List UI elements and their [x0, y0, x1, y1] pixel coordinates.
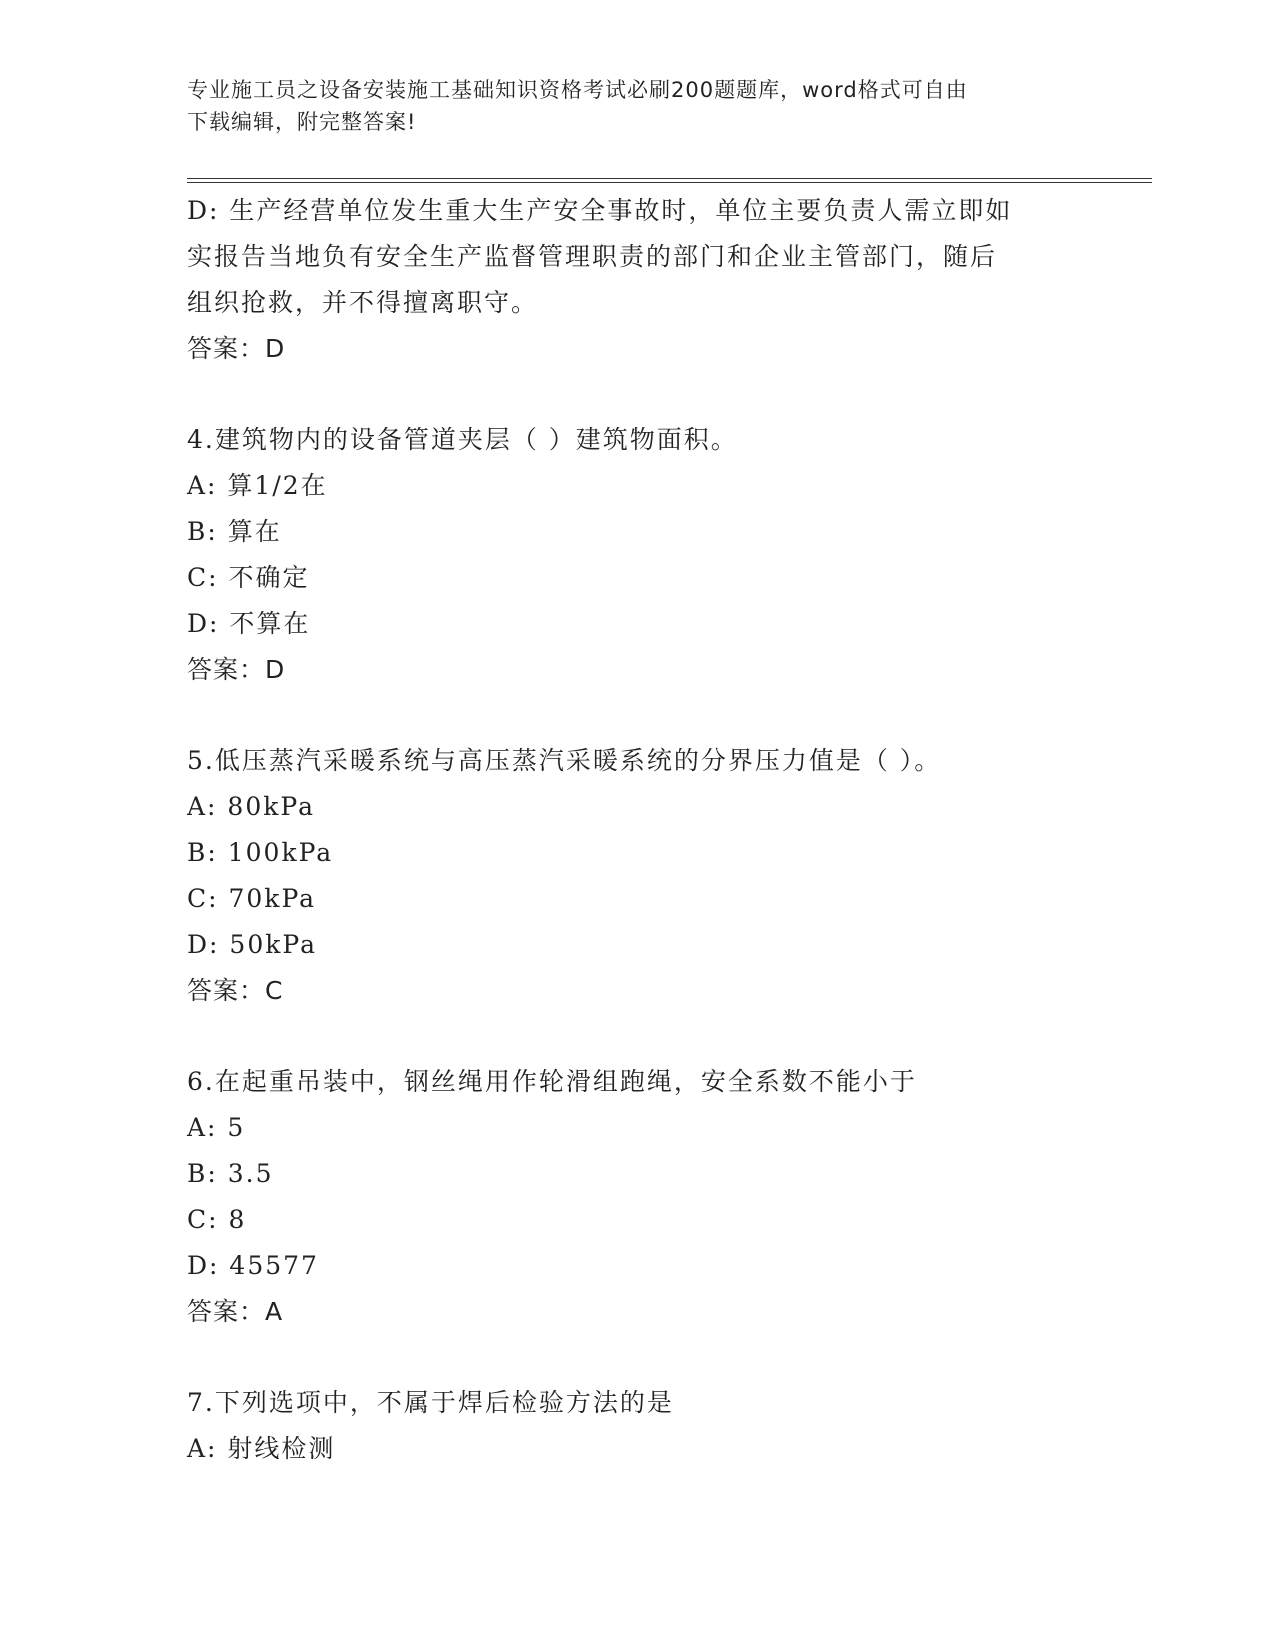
question-stem: 6.在起重吊装中，钢丝绳用作轮滑组跑绳，安全系数不能小于	[187, 1067, 917, 1096]
option-text-line: 实报告当地负有安全生产监督管理职责的部门和企业主管部门，随后	[187, 242, 998, 271]
option-text-line: 组织抢救，并不得擅离职守。	[187, 288, 539, 317]
answer-line: 答案：C	[187, 976, 284, 1005]
question-gap	[187, 1014, 1087, 1059]
question-6	[187, 1059, 1087, 1335]
option-a: A: 射线检测	[187, 1434, 336, 1463]
option-text-line: D: 生产经营单位发生重大生产安全事故时，单位主要负责人需立即如	[187, 196, 1013, 225]
header-divider-top	[187, 178, 1152, 179]
question-stem: 5.低压蒸汽采暖系统与高压蒸汽采暖系统的分界压力值是（ ）。	[187, 746, 942, 775]
header-divider-bottom	[187, 182, 1152, 183]
question-gap	[187, 372, 1087, 417]
answer-line: 答案：A	[187, 1297, 284, 1326]
option-c: C: 8	[187, 1205, 247, 1234]
question-content	[187, 188, 1087, 1472]
option-d: D: 不算在	[187, 609, 311, 638]
option-d: D: 50kPa	[187, 930, 317, 959]
question-7	[187, 1380, 1087, 1472]
question-3-tail	[187, 188, 1087, 372]
answer-line: 答案：D	[187, 655, 286, 684]
document-header	[187, 74, 1067, 138]
option-d: D: 45577	[187, 1251, 319, 1280]
option-a: A: 算1/2在	[187, 471, 328, 500]
option-b: B: 3.5	[187, 1159, 274, 1188]
header-line-1: 专业施工员之设备安装施工基础知识资格考试必刷200题题库，word格式可自由	[187, 78, 968, 102]
header-line-2: 下载编辑，附完整答案!	[187, 110, 417, 134]
option-a: A: 80kPa	[187, 792, 315, 821]
question-5	[187, 738, 1087, 1014]
option-c: C: 70kPa	[187, 884, 317, 913]
answer-line: 答案：D	[187, 334, 286, 363]
option-b: B: 100kPa	[187, 838, 334, 867]
option-a: A: 5	[187, 1113, 246, 1142]
question-gap	[187, 1335, 1087, 1380]
question-gap	[187, 693, 1087, 738]
question-4	[187, 417, 1087, 693]
option-c: C: 不确定	[187, 563, 310, 592]
option-b: B: 算在	[187, 517, 282, 546]
question-stem: 4.建筑物内的设备管道夹层（ ）建筑物面积。	[187, 425, 738, 454]
question-stem: 7.下列选项中，不属于焊后检验方法的是	[187, 1388, 674, 1417]
